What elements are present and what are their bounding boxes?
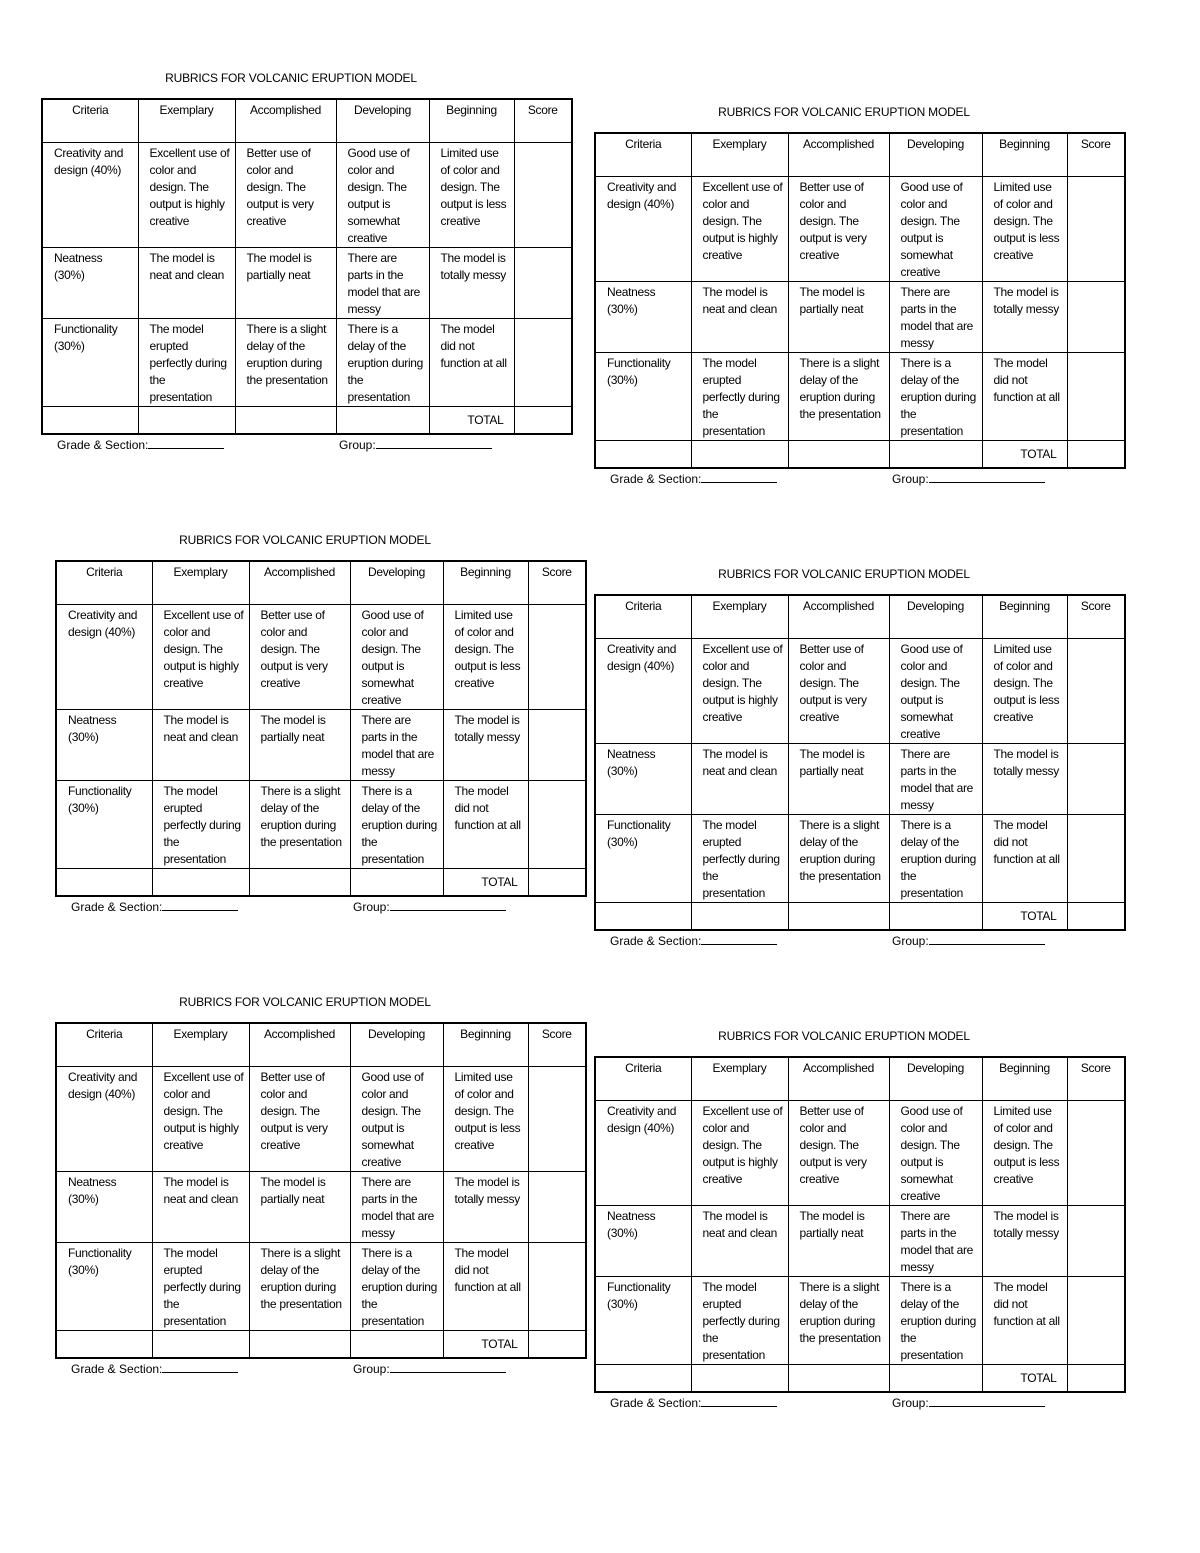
score-cell[interactable]: [1067, 1277, 1125, 1365]
table-header-row: [56, 1023, 586, 1067]
criteria-cell: Functionality (30%): [56, 1243, 152, 1331]
beginning-cell: The model is totally messy: [443, 1172, 528, 1243]
score-cell[interactable]: [528, 710, 586, 781]
table-header-row: [595, 1057, 1125, 1101]
developing-cell: There are parts in the model that are messy: [889, 744, 982, 815]
group-label: Group:: [892, 1396, 929, 1410]
criteria-cell: Creativity and design (40%): [595, 177, 691, 282]
criteria-cell: Creativity and design (40%): [42, 143, 138, 248]
grade-section-blank[interactable]: [701, 932, 777, 945]
total-row: [56, 1331, 586, 1359]
empty-cell: [249, 869, 350, 897]
group-blank[interactable]: [390, 898, 506, 911]
empty-cell: [788, 1365, 889, 1393]
empty-cell: [336, 407, 429, 435]
header-criteria: Criteria: [42, 99, 138, 143]
total-score-cell[interactable]: [514, 407, 572, 435]
rubric-title: RUBRICS FOR VOLCANIC ERUPTION MODEL: [718, 1029, 970, 1043]
beginning-cell: The model did not function at all: [443, 1243, 528, 1331]
header-score: Score: [1067, 133, 1125, 177]
grade-section-blank[interactable]: [701, 1394, 777, 1407]
header-accomplished: Accomplished: [788, 1057, 889, 1101]
accomplished-cell: There is a slight delay of the eruption during the presentation: [249, 781, 350, 869]
rubric-table: [41, 98, 573, 435]
criteria-cell: Creativity and design (40%): [56, 605, 152, 710]
table-row: [42, 143, 572, 248]
header-accomplished: Accomplished: [249, 561, 350, 605]
criteria-cell: Neatness (30%): [42, 248, 138, 319]
grade-section-label: Grade & Section:: [610, 472, 702, 486]
grade-section-field[interactable]: [610, 932, 777, 950]
total-row: [595, 441, 1125, 469]
rubric-footer: [594, 932, 1124, 950]
table-row: [56, 1067, 586, 1172]
exemplary-cell: Excellent use of color and design. The output is highly creative: [138, 143, 235, 248]
developing-cell: There are parts in the model that are messy: [889, 282, 982, 353]
score-cell[interactable]: [528, 605, 586, 710]
exemplary-cell: The model erupted perfectly during the presentation: [152, 781, 249, 869]
total-label: TOTAL: [443, 1331, 528, 1359]
beginning-cell: The model is totally messy: [982, 282, 1067, 353]
header-beginning: Beginning: [982, 133, 1067, 177]
header-exemplary: Exemplary: [691, 1057, 788, 1101]
developing-cell: Good use of color and design. The output is somewhat creative: [889, 1101, 982, 1206]
header-score: Score: [514, 99, 572, 143]
grade-section-label: Grade & Section:: [610, 1396, 702, 1410]
table-header-row: [42, 99, 572, 143]
group-field[interactable]: [339, 436, 492, 454]
grade-section-field[interactable]: [71, 898, 238, 916]
rubric-card: [55, 994, 585, 1378]
group-field[interactable]: [892, 1394, 1045, 1412]
table-row: [595, 744, 1125, 815]
score-cell[interactable]: [528, 1243, 586, 1331]
rubric-footer: [594, 470, 1124, 488]
beginning-cell: The model did not function at all: [443, 781, 528, 869]
exemplary-cell: The model erupted perfectly during the presentation: [138, 319, 235, 407]
group-label: Group:: [353, 900, 390, 914]
group-field[interactable]: [892, 470, 1045, 488]
accomplished-cell: The model is partially neat: [788, 282, 889, 353]
rubric-footer: [41, 436, 571, 454]
developing-cell: There is a delay of the eruption during the presentation: [336, 319, 429, 407]
beginning-cell: The model did not function at all: [982, 815, 1067, 903]
grade-section-field[interactable]: [71, 1360, 238, 1378]
empty-cell: [56, 869, 152, 897]
header-criteria: Criteria: [595, 133, 691, 177]
rubric-table: [55, 560, 587, 897]
accomplished-cell: Better use of color and design. The output is very creative: [788, 1101, 889, 1206]
group-label: Group:: [892, 934, 929, 948]
table-row: [56, 1243, 586, 1331]
grade-section-label: Grade & Section:: [71, 1362, 163, 1376]
empty-cell: [138, 407, 235, 435]
score-cell[interactable]: [514, 248, 572, 319]
beginning-cell: Limited use of color and design. The output is less creative: [443, 605, 528, 710]
rubric-card: [594, 1028, 1124, 1412]
group-label: Group:: [353, 1362, 390, 1376]
beginning-cell: Limited use of color and design. The output is less creative: [982, 177, 1067, 282]
header-exemplary: Exemplary: [691, 595, 788, 639]
criteria-cell: Functionality (30%): [56, 781, 152, 869]
header-developing: Developing: [350, 1023, 443, 1067]
rubric-footer: [594, 1394, 1124, 1412]
total-label: TOTAL: [429, 407, 514, 435]
empty-cell: [350, 1331, 443, 1359]
criteria-cell: Neatness (30%): [595, 1206, 691, 1277]
exemplary-cell: Excellent use of color and design. The output is highly creative: [691, 639, 788, 744]
total-row: [56, 869, 586, 897]
accomplished-cell: There is a slight delay of the eruption during the presentation: [788, 1277, 889, 1365]
table-row: [595, 282, 1125, 353]
table-row: [42, 319, 572, 407]
accomplished-cell: The model is partially neat: [249, 1172, 350, 1243]
empty-cell: [788, 441, 889, 469]
table-header-row: [595, 595, 1125, 639]
accomplished-cell: The model is partially neat: [788, 1206, 889, 1277]
group-label: Group:: [892, 472, 929, 486]
total-label: TOTAL: [443, 869, 528, 897]
header-accomplished: Accomplished: [235, 99, 336, 143]
developing-cell: There is a delay of the eruption during the presentation: [350, 1243, 443, 1331]
table-row: [42, 248, 572, 319]
header-developing: Developing: [336, 99, 429, 143]
criteria-cell: Neatness (30%): [56, 1172, 152, 1243]
empty-cell: [595, 903, 691, 931]
table-row: [595, 1277, 1125, 1365]
header-exemplary: Exemplary: [691, 133, 788, 177]
rubric-title: RUBRICS FOR VOLCANIC ERUPTION MODEL: [179, 995, 431, 1009]
header-criteria: Criteria: [595, 1057, 691, 1101]
developing-cell: There are parts in the model that are messy: [350, 710, 443, 781]
exemplary-cell: Excellent use of color and design. The output is highly creative: [152, 1067, 249, 1172]
header-accomplished: Accomplished: [788, 133, 889, 177]
empty-cell: [42, 407, 138, 435]
rubric-card: [41, 70, 571, 454]
group-blank[interactable]: [376, 436, 492, 449]
criteria-cell: Creativity and design (40%): [56, 1067, 152, 1172]
empty-cell: [152, 1331, 249, 1359]
empty-cell: [889, 441, 982, 469]
rubric-footer: [55, 1360, 585, 1378]
total-score-cell[interactable]: [528, 869, 586, 897]
accomplished-cell: There is a slight delay of the eruption during the presentation: [235, 319, 336, 407]
score-cell[interactable]: [1067, 639, 1125, 744]
header-exemplary: Exemplary: [138, 99, 235, 143]
score-cell[interactable]: [1067, 353, 1125, 441]
score-cell[interactable]: [528, 781, 586, 869]
score-cell[interactable]: [514, 143, 572, 248]
developing-cell: There is a delay of the eruption during the presentation: [889, 353, 982, 441]
empty-cell: [249, 1331, 350, 1359]
header-score: Score: [1067, 1057, 1125, 1101]
header-beginning: Beginning: [982, 1057, 1067, 1101]
developing-cell: Good use of color and design. The output is somewhat creative: [889, 177, 982, 282]
empty-cell: [889, 903, 982, 931]
grade-section-label: Grade & Section:: [610, 934, 702, 948]
table-row: [595, 815, 1125, 903]
exemplary-cell: The model is neat and clean: [691, 1206, 788, 1277]
rubric-footer: [55, 898, 585, 916]
exemplary-cell: The model erupted perfectly during the presentation: [691, 353, 788, 441]
table-header-row: [595, 133, 1125, 177]
accomplished-cell: There is a slight delay of the eruption during the presentation: [788, 353, 889, 441]
rubric-table: [594, 132, 1126, 469]
table-row: [56, 605, 586, 710]
beginning-cell: Limited use of color and design. The output is less creative: [982, 1101, 1067, 1206]
total-score-cell[interactable]: [1067, 903, 1125, 931]
grade-section-field[interactable]: [57, 436, 224, 454]
criteria-cell: Functionality (30%): [42, 319, 138, 407]
header-developing: Developing: [889, 1057, 982, 1101]
empty-cell: [889, 1365, 982, 1393]
exemplary-cell: Excellent use of color and design. The output is highly creative: [152, 605, 249, 710]
rubric-card: [594, 566, 1124, 950]
total-score-cell[interactable]: [1067, 441, 1125, 469]
accomplished-cell: Better use of color and design. The output is very creative: [249, 605, 350, 710]
accomplished-cell: Better use of color and design. The output is very creative: [788, 177, 889, 282]
rubric-title: RUBRICS FOR VOLCANIC ERUPTION MODEL: [718, 105, 970, 119]
header-exemplary: Exemplary: [152, 1023, 249, 1067]
criteria-cell: Neatness (30%): [56, 710, 152, 781]
exemplary-cell: The model is neat and clean: [152, 1172, 249, 1243]
rubric-table: [55, 1022, 587, 1359]
accomplished-cell: There is a slight delay of the eruption during the presentation: [788, 815, 889, 903]
developing-cell: Good use of color and design. The output is somewhat creative: [350, 605, 443, 710]
empty-cell: [691, 1365, 788, 1393]
grade-section-blank[interactable]: [162, 1360, 238, 1373]
rubric-table: [594, 1056, 1126, 1393]
score-cell[interactable]: [528, 1172, 586, 1243]
score-cell[interactable]: [1067, 1101, 1125, 1206]
header-beginning: Beginning: [443, 561, 528, 605]
table-header-row: [56, 561, 586, 605]
grade-section-field[interactable]: [610, 1394, 777, 1412]
criteria-cell: Functionality (30%): [595, 1277, 691, 1365]
group-label: Group:: [339, 438, 376, 452]
header-score: Score: [528, 1023, 586, 1067]
header-developing: Developing: [889, 133, 982, 177]
group-blank[interactable]: [390, 1360, 506, 1373]
accomplished-cell: There is a slight delay of the eruption during the presentation: [249, 1243, 350, 1331]
total-score-cell[interactable]: [528, 1331, 586, 1359]
developing-cell: There is a delay of the eruption during the presentation: [889, 815, 982, 903]
empty-cell: [56, 1331, 152, 1359]
score-cell[interactable]: [1067, 1206, 1125, 1277]
developing-cell: Good use of color and design. The output is somewhat creative: [350, 1067, 443, 1172]
accomplished-cell: Better use of color and design. The output is very creative: [249, 1067, 350, 1172]
header-beginning: Beginning: [982, 595, 1067, 639]
group-field[interactable]: [353, 1360, 506, 1378]
accomplished-cell: The model is partially neat: [788, 744, 889, 815]
header-criteria: Criteria: [56, 1023, 152, 1067]
exemplary-cell: Excellent use of color and design. The output is highly creative: [691, 1101, 788, 1206]
empty-cell: [152, 869, 249, 897]
criteria-cell: Neatness (30%): [595, 282, 691, 353]
score-cell[interactable]: [1067, 177, 1125, 282]
exemplary-cell: The model erupted perfectly during the presentation: [691, 1277, 788, 1365]
header-developing: Developing: [350, 561, 443, 605]
total-label: TOTAL: [982, 1365, 1067, 1393]
criteria-cell: Functionality (30%): [595, 353, 691, 441]
grade-section-blank[interactable]: [701, 470, 777, 483]
beginning-cell: The model is totally messy: [982, 744, 1067, 815]
exemplary-cell: The model is neat and clean: [138, 248, 235, 319]
beginning-cell: Limited use of color and design. The output is less creative: [429, 143, 514, 248]
total-score-cell[interactable]: [1067, 1365, 1125, 1393]
header-criteria: Criteria: [595, 595, 691, 639]
developing-cell: Good use of color and design. The output is somewhat creative: [889, 639, 982, 744]
empty-cell: [595, 441, 691, 469]
exemplary-cell: Excellent use of color and design. The output is highly creative: [691, 177, 788, 282]
total-row: [42, 407, 572, 435]
developing-cell: There are parts in the model that are messy: [350, 1172, 443, 1243]
developing-cell: Good use of color and design. The output is somewhat creative: [336, 143, 429, 248]
beginning-cell: The model did not function at all: [982, 353, 1067, 441]
beginning-cell: The model is totally messy: [429, 248, 514, 319]
table-row: [595, 177, 1125, 282]
accomplished-cell: Better use of color and design. The output is very creative: [235, 143, 336, 248]
exemplary-cell: The model is neat and clean: [152, 710, 249, 781]
criteria-cell: Creativity and design (40%): [595, 1101, 691, 1206]
score-cell[interactable]: [528, 1067, 586, 1172]
developing-cell: There are parts in the model that are messy: [336, 248, 429, 319]
beginning-cell: The model is totally messy: [982, 1206, 1067, 1277]
beginning-cell: Limited use of color and design. The output is less creative: [443, 1067, 528, 1172]
total-label: TOTAL: [982, 441, 1067, 469]
table-row: [595, 353, 1125, 441]
exemplary-cell: The model is neat and clean: [691, 282, 788, 353]
table-row: [595, 1206, 1125, 1277]
grade-section-blank[interactable]: [148, 436, 224, 449]
accomplished-cell: The model is partially neat: [235, 248, 336, 319]
developing-cell: There is a delay of the eruption during the presentation: [889, 1277, 982, 1365]
header-developing: Developing: [889, 595, 982, 639]
rubric-card: [55, 532, 585, 916]
group-blank[interactable]: [929, 932, 1045, 945]
score-cell[interactable]: [1067, 744, 1125, 815]
grade-section-field[interactable]: [610, 470, 777, 488]
total-row: [595, 1365, 1125, 1393]
rubric-title: RUBRICS FOR VOLCANIC ERUPTION MODEL: [179, 533, 431, 547]
score-cell[interactable]: [514, 319, 572, 407]
score-cell[interactable]: [1067, 815, 1125, 903]
header-accomplished: Accomplished: [249, 1023, 350, 1067]
table-row: [595, 1101, 1125, 1206]
group-blank[interactable]: [929, 470, 1045, 483]
beginning-cell: The model did not function at all: [429, 319, 514, 407]
grade-section-label: Grade & Section:: [57, 438, 149, 452]
header-criteria: Criteria: [56, 561, 152, 605]
header-score: Score: [1067, 595, 1125, 639]
beginning-cell: The model is totally messy: [443, 710, 528, 781]
grade-section-blank[interactable]: [162, 898, 238, 911]
table-row: [56, 710, 586, 781]
developing-cell: There are parts in the model that are messy: [889, 1206, 982, 1277]
criteria-cell: Neatness (30%): [595, 744, 691, 815]
beginning-cell: The model did not function at all: [982, 1277, 1067, 1365]
grade-section-label: Grade & Section:: [71, 900, 163, 914]
criteria-cell: Functionality (30%): [595, 815, 691, 903]
empty-cell: [691, 441, 788, 469]
header-beginning: Beginning: [443, 1023, 528, 1067]
accomplished-cell: The model is partially neat: [249, 710, 350, 781]
beginning-cell: Limited use of color and design. The output is less creative: [982, 639, 1067, 744]
table-row: [56, 1172, 586, 1243]
header-beginning: Beginning: [429, 99, 514, 143]
group-field[interactable]: [353, 898, 506, 916]
header-exemplary: Exemplary: [152, 561, 249, 605]
exemplary-cell: The model is neat and clean: [691, 744, 788, 815]
score-cell[interactable]: [1067, 282, 1125, 353]
group-field[interactable]: [892, 932, 1045, 950]
rubric-card: [594, 104, 1124, 488]
empty-cell: [235, 407, 336, 435]
exemplary-cell: The model erupted perfectly during the presentation: [152, 1243, 249, 1331]
header-accomplished: Accomplished: [788, 595, 889, 639]
table-row: [595, 639, 1125, 744]
total-row: [595, 903, 1125, 931]
rubric-title: RUBRICS FOR VOLCANIC ERUPTION MODEL: [165, 71, 417, 85]
accomplished-cell: Better use of color and design. The output is very creative: [788, 639, 889, 744]
header-score: Score: [528, 561, 586, 605]
empty-cell: [788, 903, 889, 931]
empty-cell: [691, 903, 788, 931]
criteria-cell: Creativity and design (40%): [595, 639, 691, 744]
empty-cell: [350, 869, 443, 897]
empty-cell: [595, 1365, 691, 1393]
rubric-table: [594, 594, 1126, 931]
group-blank[interactable]: [929, 1394, 1045, 1407]
total-label: TOTAL: [982, 903, 1067, 931]
developing-cell: There is a delay of the eruption during the presentation: [350, 781, 443, 869]
exemplary-cell: The model erupted perfectly during the presentation: [691, 815, 788, 903]
rubric-title: RUBRICS FOR VOLCANIC ERUPTION MODEL: [718, 567, 970, 581]
table-row: [56, 781, 586, 869]
